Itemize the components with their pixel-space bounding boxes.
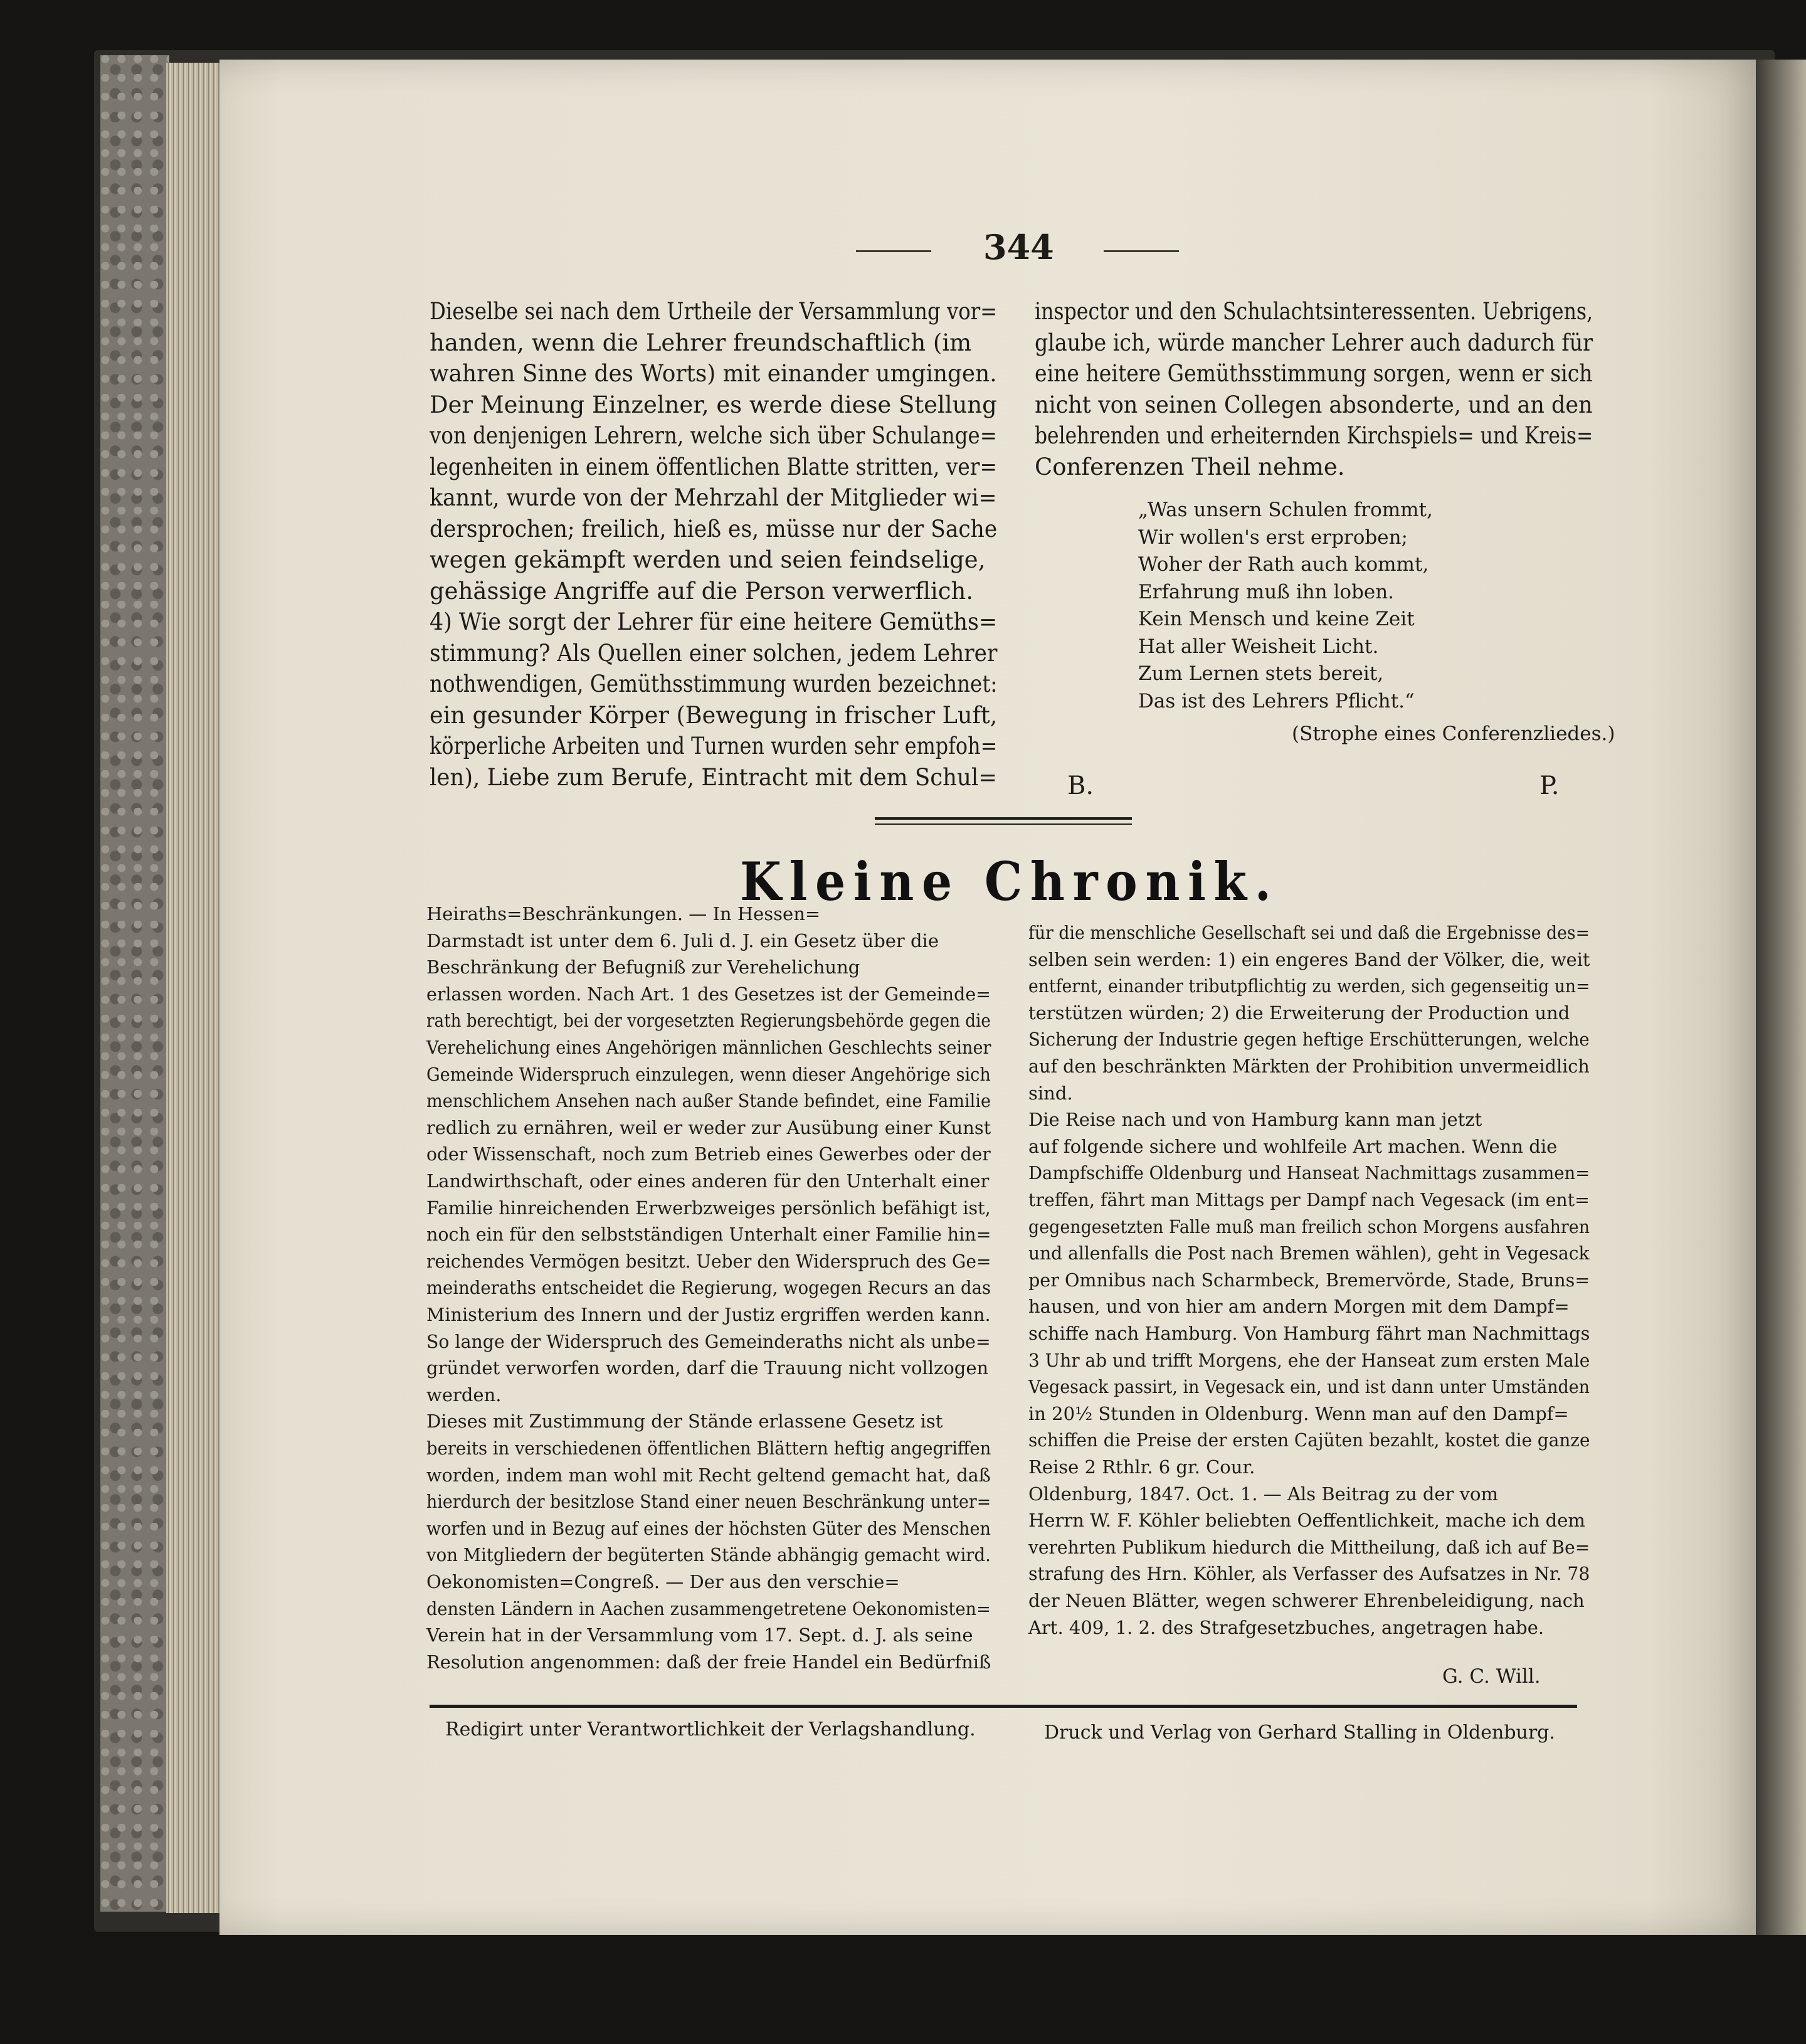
signature-p: P. xyxy=(1539,771,1560,800)
text-line: densten Ländern in Aachen zusammengetretene Oekonomisten= xyxy=(426,1597,991,1619)
page-number: 344 xyxy=(983,227,1054,267)
text-line: Art. 409, 1. 2. des Strafgesetzbuches, angetragen habe. xyxy=(1028,1616,1545,1638)
text-line: glaube ich, würde mancher Lehrer auch dadurch für xyxy=(1035,329,1593,356)
poem-source: (Strophe eines Conferenzliedes.) xyxy=(1292,723,1615,745)
text-line: kannt, wurde von der Mehrzahl der Mitglieder wi= xyxy=(430,484,997,511)
text-line: 4) Wie sorgt der Lehrer für eine heitere Gemüths= xyxy=(430,608,998,635)
text-line: schiffe nach Hamburg. Von Hamburg fährt man Nachmittags xyxy=(1028,1323,1590,1344)
text-line: bereits in verschiedenen öffentlichen Blättern heftig angegriffen xyxy=(426,1438,991,1459)
footer-rule xyxy=(430,1705,1577,1708)
text-line: rath berechtigt, bei der vorgesetzten Regierungsbehörde gegen die xyxy=(426,1010,991,1032)
text-line: inspector und den Schulachtsinteressenten. Uebrigens, xyxy=(1035,298,1593,325)
text-line: von Mitgliedern der begüterten Stände abhängig gemacht wird. xyxy=(426,1544,991,1566)
text-line: der Neuen Blätter, wegen schwerer Ehrenbeleidigung, nach xyxy=(1028,1590,1585,1611)
text-line: verehrten Publikum hiedurch die Mittheilung, daß ich auf Be= xyxy=(1028,1536,1590,1558)
text-line: erlassen worden. Nach Art. 1 des Gesetzes ist der Gemeinde= xyxy=(426,983,991,1005)
text-line: von denjenigen Lehrern, welche sich über Schulange= xyxy=(430,422,997,449)
footer-editor: Redigirt unter Verantwortlichkeit der Verlagshandlung. xyxy=(445,1718,976,1740)
text-line: auf folgende sichere und wohlfeile Art machen. Wenn die xyxy=(1028,1135,1558,1157)
text-line: noch ein für den selbstständigen Unterhalt einer Familie hin= xyxy=(426,1224,991,1246)
text-line: Darmstadt ist unter dem 6. Juli d. J. ein Gesetz über die xyxy=(426,929,939,951)
text-line: werden. xyxy=(426,1384,502,1406)
text-line: terstützen würden; 2) die Erweiterung der Production und xyxy=(1028,1002,1570,1024)
text-line: worfen und in Bezug auf eines der höchsten Güter des Menschen xyxy=(426,1517,991,1539)
text-line: Oldenburg, 1847. Oct. 1. — Als Beitrag zu der vom xyxy=(1028,1483,1498,1505)
text-line: treffen, fährt man Mittags per Dampf nach Vegesack (im ent= xyxy=(1028,1189,1590,1210)
text-line: Ministerium des Innern und der Justiz ergriffen werden kann. xyxy=(426,1304,991,1325)
text-line: für die menschliche Gesellschaft sei und daß die Ergebnisse des= xyxy=(1028,922,1590,943)
text-line: selben sein werden: 1) ein engeres Band der Völker, die, weit xyxy=(1028,948,1590,970)
text-line: Die Reise nach und von Hamburg kann man jetzt xyxy=(1028,1109,1482,1131)
text-line: Landwirthschaft, oder eines anderen für den Unterhalt einer xyxy=(426,1170,990,1192)
facing-page-edge xyxy=(1756,60,1806,1935)
text-line: eine heitere Gemüthsstimmung sorgen, wenn er sich xyxy=(1035,360,1593,387)
text-line: reichendes Vermögen besitzt. Ueber den Widerspruch des Ge= xyxy=(426,1250,991,1272)
poem-line: Das ist des Lehrers Pflicht.“ xyxy=(1138,689,1415,712)
text-line: hierdurch der besitzlose Stand einer neuen Beschränkung unter= xyxy=(426,1491,991,1513)
text-line: handen, wenn die Lehrer freundschaftlich (im xyxy=(430,329,972,356)
text-line: Conferenzen Theil nehme. xyxy=(1035,453,1345,480)
section-rule-top xyxy=(875,817,1132,820)
text-line: Dampfschiffe Oldenburg und Hanseat Nachmittags zusammen= xyxy=(1028,1162,1590,1184)
text-line: Heiraths=Beschränkungen. — In Hessen= xyxy=(426,903,821,924)
text-line: hausen, und von hier am andern Morgen mit dem Dampf= xyxy=(1028,1296,1570,1318)
text-line: wegen gekämpft werden und seien feindselige, xyxy=(430,546,986,573)
text-line: Resolution angenommen: daß der freie Handel ein Bedürfniß xyxy=(426,1651,991,1673)
header-dash-right xyxy=(1104,250,1179,252)
footer-printer: Druck und Verlag von Gerhard Stalling in Oldenburg. xyxy=(1044,1722,1555,1744)
text-line: len), Liebe zum Berufe, Eintracht mit dem Schul= xyxy=(430,763,998,791)
text-line: Verein hat in der Versammlung vom 17. Sept. d. J. als seine xyxy=(426,1624,973,1646)
text-line: 3 Uhr ab und trifft Morgens, ehe der Hanseat zum ersten Male xyxy=(1028,1349,1590,1371)
poem-line: Erfahrung muß ihn loben. xyxy=(1138,580,1395,603)
text-line: Dieses mit Zustimmung der Stände erlassene Gesetz ist xyxy=(426,1411,943,1432)
text-line: belehrenden und erheiternden Kirchspiels= und Kreis= xyxy=(1035,422,1593,449)
marbled-binding xyxy=(100,55,169,1912)
text-line: in 20½ Stunden in Oldenburg. Wenn man auf den Dampf= xyxy=(1028,1402,1569,1424)
text-line: Der Meinung Einzelner, es werde diese Stellung xyxy=(430,391,997,418)
text-line: ein gesunder Körper (Bewegung in frischer Luft, xyxy=(430,701,998,729)
text-line: Reise 2 Rthlr. 6 gr. Cour. xyxy=(1028,1456,1255,1478)
text-line: gegengesetzten Falle muß man freilich schon Morgens ausfahren xyxy=(1028,1215,1590,1237)
text-line: und allenfalls die Post nach Bremen wählen), geht in Vegesack xyxy=(1028,1242,1590,1264)
text-line: Sicherung der Industrie gegen heftige Erschütterungen, welche xyxy=(1028,1029,1590,1051)
poem-line: Zum Lernen stets bereit, xyxy=(1138,662,1384,685)
text-line: Beschränkung der Befugniß zur Verehelichung xyxy=(426,956,860,978)
header-dash-left xyxy=(856,250,931,252)
text-line: legenheiten in einem öffentlichen Blatte stritten, ver= xyxy=(430,453,997,480)
text-line: wahren Sinne des Worts) mit einander umgingen. xyxy=(430,360,997,387)
text-line: Verehelichung eines Angehörigen männlichen Geschlechts seiner xyxy=(426,1037,991,1058)
text-line: schiffen die Preise der ersten Cajüten bezahlt, kostet die ganze xyxy=(1028,1429,1590,1451)
signature-b: B. xyxy=(1067,771,1094,800)
poem-line: Kein Mensch und keine Zeit xyxy=(1138,608,1415,630)
text-line: redlich zu ernähren, weil er weder zur Ausübung einer Kunst xyxy=(426,1116,991,1138)
text-line: entfernt, einander tributpflichtig zu werden, sich gegenseitig un= xyxy=(1028,975,1590,997)
text-line: meinderaths entscheidet die Regierung, wogegen Recurs an das xyxy=(426,1277,991,1299)
text-line: körperliche Arbeiten und Turnen wurden sehr empfoh= xyxy=(430,733,998,760)
poem-line: Hat aller Weisheit Licht. xyxy=(1138,635,1379,658)
text-line: Gemeinde Widerspruch einzulegen, wenn dieser Angehörige sich xyxy=(426,1063,991,1085)
text-line: Oekonomisten=Congreß. — Der aus den verschie= xyxy=(426,1571,900,1592)
section-rule-bottom xyxy=(875,823,1132,825)
signature-will: G. C. Will. xyxy=(1442,1665,1541,1688)
text-line: So lange der Widerspruch des Gemeinderaths nicht als unbe= xyxy=(426,1330,991,1352)
text-line: menschlichem Ansehen nach außer Stande befindet, eine Familie xyxy=(426,1090,991,1112)
text-line: stimmung? Als Quellen einer solchen, jedem Lehrer xyxy=(430,639,998,667)
text-line: dersprochen; freilich, hieß es, müsse nur der Sache xyxy=(430,515,998,543)
text-line: nothwendigen, Gemüthsstimmung wurden bezeichnet: xyxy=(430,670,998,697)
text-line: gehässige Angriffe auf die Person verwerflich. xyxy=(430,577,974,605)
text-line: per Omnibus nach Scharmbeck, Bremervörde, Stade, Bruns= xyxy=(1028,1269,1590,1291)
text-line: worden, indem man wohl mit Recht geltend gemacht hat, daß xyxy=(426,1464,991,1486)
text-line: gründet verworfen worden, darf die Trauung nicht vollzogen xyxy=(426,1357,989,1379)
text-line: Herrn W. F. Köhler beliebten Oeffentlichkeit, mache ich dem xyxy=(1028,1510,1585,1532)
text-line: sind. xyxy=(1028,1082,1073,1104)
section-title: Kleine Chronik. xyxy=(740,850,1279,913)
text-line: nicht von seinen Collegen absonderte, und an den xyxy=(1035,391,1593,418)
text-line: oder Wissenschaft, noch zum Betrieb eines Gewerbes oder der xyxy=(426,1143,991,1165)
poem-line: Woher der Rath auch kommt, xyxy=(1138,553,1429,576)
text-line: Vegesack passirt, in Vegesack ein, und ist dann unter Umständen xyxy=(1028,1376,1590,1398)
text-line: auf den beschränkten Märkten der Prohibition unvermeidlich xyxy=(1028,1056,1590,1077)
text-line: Familie hinreichenden Erwerbzweiges persönlich befähigt ist, xyxy=(426,1197,991,1219)
text-line: Dieselbe sei nach dem Urtheile der Versammlung vor= xyxy=(430,298,998,325)
text-line: strafung des Hrn. Köhler, als Verfasser des Aufsatzes in Nr. 78 xyxy=(1028,1563,1590,1585)
poem-line: „Was unsern Schulen frommt, xyxy=(1138,499,1433,521)
poem-line: Wir wollen's erst erproben; xyxy=(1138,526,1408,549)
